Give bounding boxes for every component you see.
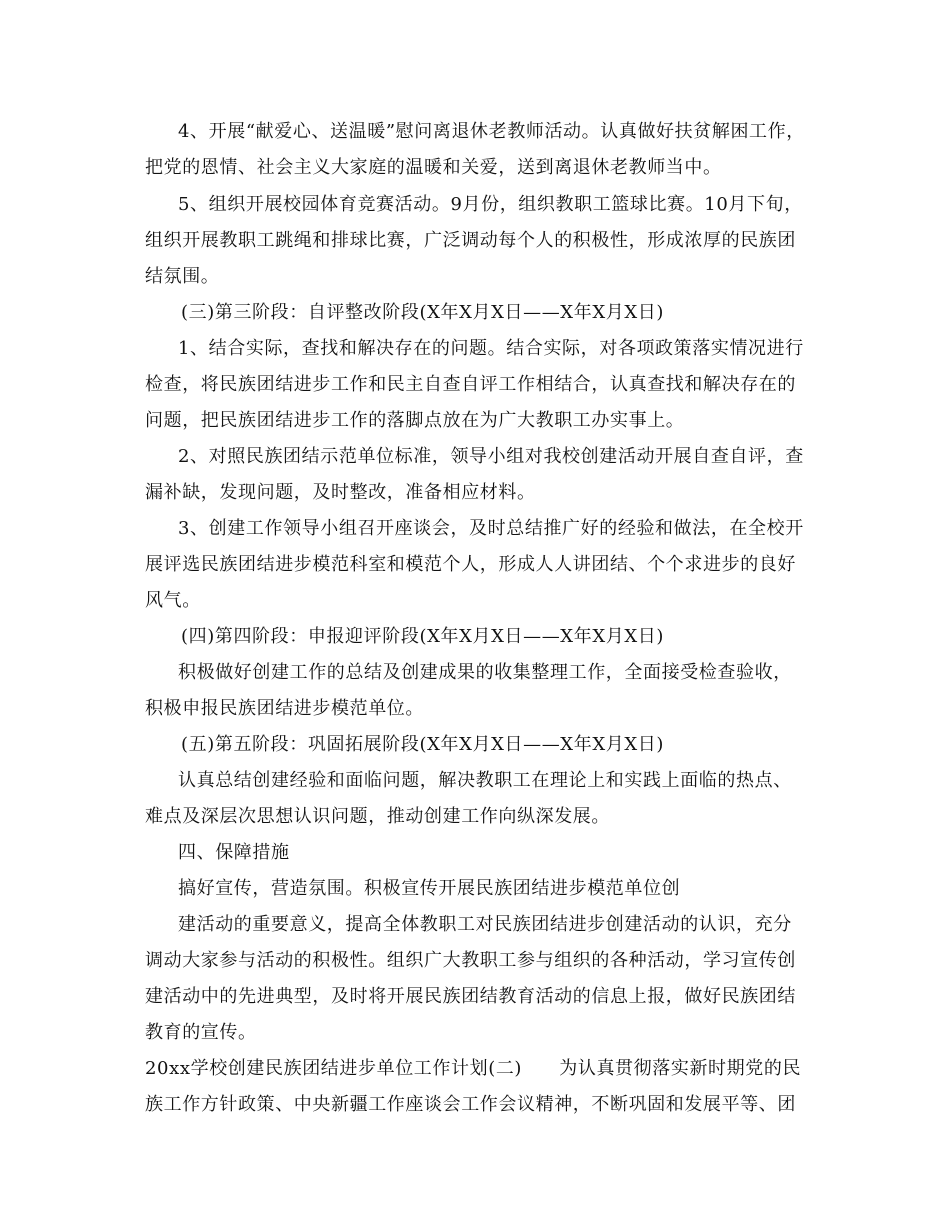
paragraph-line: 组织开展教职工跳绳和排球比赛，广泛调动每个人的积极性，形成浓厚的民族团	[145, 230, 796, 251]
paragraph-line: 问题，把民族团结进步工作的落脚点放在为广大教职工办实事上。	[145, 410, 685, 431]
paragraph-line: 调动大家参与活动的积极性。组织广大教职工参与组织的各种活动，学习宣传创	[145, 950, 796, 971]
section-heading: (四)第四阶段：申报迎评阶段(X年X月X日——X年X月X日)	[181, 626, 664, 647]
section-heading: 四、保障措施	[178, 842, 290, 863]
paragraph-line: 风气。	[145, 590, 201, 611]
paragraph-line: 搞好宣传，营造氛围。积极宣传开展民族团结进步模范单位创	[178, 878, 681, 899]
section-heading: (五)第五阶段：巩固拓展阶段(X年X月X日——X年X月X日)	[181, 734, 664, 755]
paragraph-line: 2、对照民族团结示范单位标准，领导小组对我校创建活动开展自查自评，查	[178, 446, 804, 467]
paragraph-line: 3、创建工作领导小组召开座谈会，及时总结推广好的经验和做法，在全校开	[178, 518, 804, 539]
paragraph-line: 积极申报民族团结进步模范单位。	[145, 698, 424, 719]
section-heading: (三)第三阶段：自评整改阶段(X年X月X日——X年X月X日)	[181, 302, 664, 323]
paragraph-line: 把党的恩情、社会主义大家庭的温暖和关爱，送到离退休老教师当中。	[145, 157, 722, 178]
paragraph-line: 难点及深层次思想认识问题，推动创建工作向纵深发展。	[145, 806, 610, 827]
paragraph-line: 展评选民族团结进步模范科室和模范个人，形成人人讲团结、个个求进步的良好	[145, 554, 796, 575]
paragraph-line: 漏补缺，发现问题，及时整改，准备相应材料。	[145, 482, 536, 503]
paragraph-line: 建活动中的先进典型，及时将开展民族团结教育活动的信息上报，做好民族团结	[145, 986, 796, 1007]
paragraph-line: 1、结合实际，查找和解决存在的问题。结合实际，对各项政策落实情况进行	[178, 338, 804, 359]
paragraph-line: 族工作方针政策、中央新疆工作座谈会工作会议精神，不断巩固和发展平等、团	[145, 1094, 796, 1115]
paragraph-line: 4、开展“献爱心、送温暖”慰问离退休老教师活动。认真做好扶贫解困工作，	[178, 121, 805, 142]
paragraph-line: 建活动的重要意义，提高全体教职工对民族团结进步创建活动的认识，充分	[178, 914, 792, 935]
document-title-line: 20xx学校创建民族团结进步单位工作计划(二) 为认真贯彻落实新时期党的民	[145, 1058, 802, 1079]
paragraph-line: 认真总结创建经验和面临问题，解决教职工在理论上和实践上面临的热点、	[178, 770, 792, 791]
paragraph-line: 积极做好创建工作的总结及创建成果的收集整理工作，全面接受检查验收，	[178, 662, 792, 683]
paragraph-line: 结氛围。	[145, 266, 220, 287]
paragraph-line: 教育的宣传。	[145, 1022, 257, 1043]
paragraph-line: 5、组织开展校园体育竞赛活动。9月份，组织教职工篮球比赛。10月下旬，	[178, 194, 803, 215]
paragraph-line: 检查，将民族团结进步工作和民主自查自评工作相结合，认真查找和解决存在的	[145, 374, 796, 395]
